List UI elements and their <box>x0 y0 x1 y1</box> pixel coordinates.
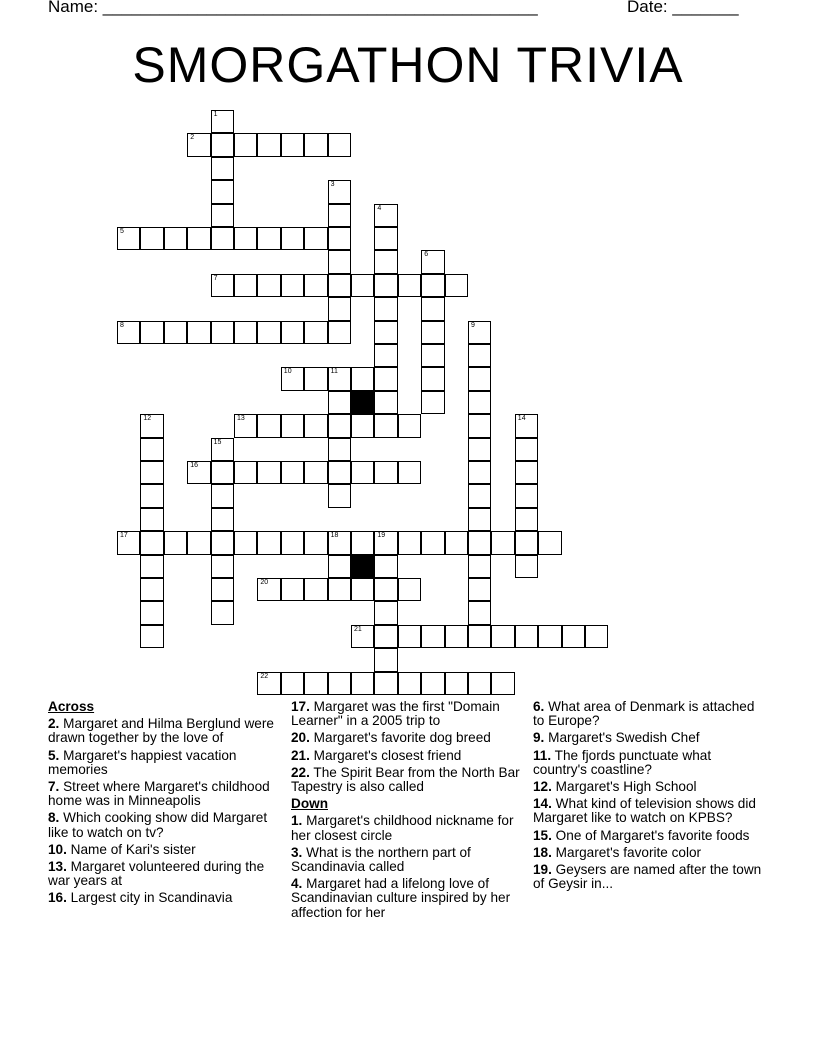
grid-cell[interactable] <box>445 274 468 297</box>
grid-cell[interactable] <box>187 321 210 344</box>
grid-cell[interactable] <box>257 133 280 156</box>
grid-cell[interactable] <box>351 461 374 484</box>
grid-cell[interactable] <box>211 321 234 344</box>
grid-cell[interactable] <box>304 672 327 695</box>
grid-cell[interactable] <box>421 274 444 297</box>
grid-cell[interactable] <box>398 531 421 554</box>
grid-cell[interactable] <box>257 321 280 344</box>
clue-number: 12 <box>143 415 152 423</box>
grid-cell[interactable] <box>491 531 514 554</box>
grid-cell[interactable] <box>374 531 397 554</box>
grid-cell[interactable] <box>140 461 163 484</box>
clue-number-label: 19. <box>533 862 552 878</box>
clue-number-label: 5. <box>48 747 60 763</box>
grid-cell[interactable] <box>211 531 234 554</box>
grid-cell[interactable] <box>140 625 163 648</box>
grid-cell[interactable] <box>351 531 374 554</box>
clue-text: Margaret's Swedish Chef <box>544 730 700 746</box>
grid-cell[interactable] <box>351 274 374 297</box>
grid-cell[interactable] <box>515 508 538 531</box>
grid-cell[interactable] <box>374 601 397 624</box>
clue-text: Largest city in Scandinavia <box>66 890 233 906</box>
grid-cell[interactable] <box>374 625 397 648</box>
grid-cell[interactable] <box>374 344 397 367</box>
grid-cell[interactable] <box>211 204 234 227</box>
grid-cell[interactable] <box>187 133 210 156</box>
grid-cell[interactable] <box>491 672 514 695</box>
grid-cell[interactable] <box>304 414 327 437</box>
clue-number: 15 <box>213 438 222 446</box>
clue-number: 1 <box>213 111 218 118</box>
grid-cell[interactable] <box>421 672 444 695</box>
clue-number-label: 3. <box>291 844 303 860</box>
grid-cell[interactable] <box>468 555 491 578</box>
grid-cell[interactable] <box>281 672 304 695</box>
clue-number-label: 17. <box>291 699 310 714</box>
clue-number: 21 <box>354 625 362 633</box>
clue <box>48 749 278 777</box>
grid-cell[interactable] <box>164 227 187 250</box>
across-clue-list <box>48 717 278 905</box>
clue <box>48 780 278 808</box>
grid-cell[interactable] <box>187 461 210 484</box>
grid-cell[interactable] <box>398 625 421 648</box>
grid-cell[interactable] <box>281 274 304 297</box>
clue-number-label: 16. <box>48 890 67 906</box>
clue <box>533 846 763 860</box>
grid-cell[interactable] <box>468 672 491 695</box>
clue <box>291 749 526 763</box>
grid-cell[interactable] <box>398 578 421 601</box>
grid-cell[interactable] <box>468 344 491 367</box>
grid-cell[interactable] <box>421 297 444 320</box>
clue <box>48 843 278 857</box>
grid-cell[interactable] <box>351 625 374 648</box>
clue-number: 20 <box>260 579 269 586</box>
grid-cell[interactable] <box>374 672 397 695</box>
clue <box>291 846 526 874</box>
grid-cell[interactable] <box>421 391 444 414</box>
grid-cell[interactable] <box>515 531 538 554</box>
clue-text: Margaret's favorite color <box>551 844 702 860</box>
clue-number-label: 21. <box>291 747 310 763</box>
grid-cell[interactable] <box>328 367 351 390</box>
grid-cell[interactable] <box>374 227 397 250</box>
grid-cell[interactable] <box>468 601 491 624</box>
grid-cell[interactable] <box>374 297 397 320</box>
grid-cell[interactable] <box>351 367 374 390</box>
grid-cell[interactable] <box>211 578 234 601</box>
clue-number-label: 4. <box>291 876 303 892</box>
grid-cell[interactable] <box>211 555 234 578</box>
grid-cell[interactable] <box>140 508 163 531</box>
grid-cell[interactable] <box>374 555 397 578</box>
grid-cell[interactable] <box>211 601 234 624</box>
grid-cell[interactable] <box>281 227 304 250</box>
clue <box>48 717 278 745</box>
grid-cell[interactable] <box>374 414 397 437</box>
grid-cell[interactable] <box>374 250 397 273</box>
grid-cell[interactable] <box>234 133 257 156</box>
grid-cell[interactable] <box>515 484 538 507</box>
clue-number-label: 18. <box>533 844 552 860</box>
grid-cell[interactable] <box>164 531 187 554</box>
clue-number-label: 6. <box>533 699 545 714</box>
clue-number: 13 <box>237 415 245 423</box>
grid-cell[interactable] <box>421 367 444 390</box>
grid-cell[interactable] <box>211 484 234 507</box>
clue-number: 4 <box>377 204 382 212</box>
clue <box>533 829 763 843</box>
grid-cell[interactable] <box>281 461 304 484</box>
grid-cell[interactable] <box>328 204 351 227</box>
grid-cell[interactable] <box>538 625 561 648</box>
clue-text: Name of Kari's sister <box>66 841 196 857</box>
clue <box>291 700 526 728</box>
grid-cell[interactable] <box>140 601 163 624</box>
grid-cell[interactable] <box>421 321 444 344</box>
grid-cell[interactable] <box>328 391 351 414</box>
grid-cell[interactable] <box>281 531 304 554</box>
grid-cell[interactable] <box>374 391 397 414</box>
grid-cell[interactable] <box>304 461 327 484</box>
clue-text: Margaret and Hilma Berglund were drawn together by the love of <box>48 716 274 746</box>
grid-cell[interactable] <box>257 227 280 250</box>
clue-text: Margaret was the first "Domain Learner" in a 2005 trip to <box>291 699 500 729</box>
grid-cell[interactable] <box>328 133 351 156</box>
across-clue-list-continued <box>291 700 526 794</box>
grid-cell[interactable] <box>398 274 421 297</box>
black-cell <box>351 391 374 414</box>
grid-cell[interactable] <box>117 321 140 344</box>
clue-number-label: 15. <box>533 827 552 843</box>
grid-cell[interactable] <box>421 344 444 367</box>
grid-cell[interactable] <box>491 625 514 648</box>
grid-cell[interactable] <box>164 321 187 344</box>
grid-cell[interactable] <box>421 531 444 554</box>
clue-text: Margaret's favorite dog breed <box>309 730 491 746</box>
grid-cell[interactable] <box>468 321 491 344</box>
grid-cell[interactable] <box>328 461 351 484</box>
grid-cell[interactable] <box>234 227 257 250</box>
grid-cell[interactable] <box>328 578 351 601</box>
clue-text: What is the northern part of Scandinavia called <box>291 844 471 875</box>
clue <box>291 814 526 842</box>
grid-cell[interactable] <box>468 484 491 507</box>
grid-cell[interactable] <box>328 555 351 578</box>
clue-number-label: 13. <box>48 859 67 875</box>
grid-cell[interactable] <box>187 531 210 554</box>
grid-cell[interactable] <box>398 461 421 484</box>
clue <box>533 780 763 794</box>
grid-cell[interactable] <box>281 321 304 344</box>
clue-column-1 <box>48 700 278 909</box>
grid-cell[interactable] <box>304 578 327 601</box>
grid-cell[interactable] <box>398 672 421 695</box>
black-cell <box>351 555 374 578</box>
grid-cell[interactable] <box>374 367 397 390</box>
down-clue-list-continued <box>533 700 763 891</box>
grid-cell[interactable] <box>117 227 140 250</box>
grid-cell[interactable] <box>328 438 351 461</box>
clue-number-label: 20. <box>291 730 310 746</box>
clue-text: Margaret's High School <box>551 779 697 795</box>
grid-cell[interactable] <box>515 438 538 461</box>
grid-cell[interactable] <box>515 461 538 484</box>
grid-cell[interactable] <box>468 367 491 390</box>
clue-number-label: 14. <box>533 796 552 812</box>
clue-column-2 <box>291 700 526 923</box>
clue-number-label: 12. <box>533 779 552 795</box>
clue-number-label: 7. <box>48 779 60 795</box>
clue-text: Margaret volunteered during the war years at <box>48 859 265 889</box>
clue-text: The fjords punctuate what country's coastline? <box>533 747 712 777</box>
grid-cell[interactable] <box>468 414 491 437</box>
grid-cell[interactable] <box>374 204 397 227</box>
grid-cell[interactable] <box>281 578 304 601</box>
grid-cell[interactable] <box>328 297 351 320</box>
grid-cell[interactable] <box>140 578 163 601</box>
clue <box>291 766 526 794</box>
grid-cell[interactable] <box>234 321 257 344</box>
grid-cell[interactable] <box>281 414 304 437</box>
grid-cell[interactable] <box>374 578 397 601</box>
clue-number: 18 <box>330 532 339 540</box>
grid-cell[interactable] <box>304 133 327 156</box>
grid-cell[interactable] <box>468 438 491 461</box>
grid-cell[interactable] <box>304 367 327 390</box>
grid-cell[interactable] <box>211 461 234 484</box>
clue-text: The Spirit Bear from the North Bar Tapestry is also called <box>291 764 520 795</box>
date-field[interactable]: Date: _______ <box>627 0 739 16</box>
grid-cell[interactable] <box>234 414 257 437</box>
page-title: SMORGATHON TRIVIA <box>132 37 684 93</box>
clue-text: One of Margaret's favorite foods <box>551 827 750 843</box>
clue-number-label: 10. <box>48 841 67 857</box>
grid-cell[interactable] <box>468 625 491 648</box>
grid-cell[interactable] <box>140 531 163 554</box>
clue <box>48 891 278 905</box>
clue-number: 3 <box>330 181 335 189</box>
clue-number: 16 <box>190 462 198 469</box>
grid-cell[interactable] <box>374 274 397 297</box>
grid-cell[interactable] <box>328 321 351 344</box>
grid-cell[interactable] <box>281 367 304 390</box>
grid-cell[interactable] <box>140 414 163 437</box>
grid-cell[interactable] <box>257 672 280 695</box>
clue <box>291 877 526 920</box>
down-heading: Down <box>291 796 328 812</box>
clue-number-label: 9. <box>533 730 545 746</box>
grid-cell[interactable] <box>351 578 374 601</box>
grid-cell[interactable] <box>374 321 397 344</box>
grid-cell[interactable] <box>468 531 491 554</box>
grid-cell[interactable] <box>515 414 538 437</box>
grid-cell[interactable] <box>468 578 491 601</box>
clue-text: Which cooking show did Margaret like to watch on tv? <box>48 810 268 840</box>
grid-cell[interactable] <box>445 625 468 648</box>
grid-cell[interactable] <box>515 625 538 648</box>
grid-cell[interactable] <box>234 461 257 484</box>
grid-cell[interactable] <box>328 180 351 203</box>
grid-cell[interactable] <box>211 133 234 156</box>
clue-number-label: 1. <box>291 813 303 829</box>
clue-number: 10 <box>283 368 292 376</box>
down-clue-list <box>291 814 526 919</box>
grid-cell[interactable] <box>257 531 280 554</box>
clue <box>291 731 526 745</box>
grid-cell[interactable] <box>211 274 234 297</box>
grid-cell[interactable] <box>281 133 304 156</box>
grid-cell[interactable] <box>211 438 234 461</box>
clue-text: Street where Margaret's childhood home was in Minneapolis <box>48 779 270 809</box>
across-heading: Across <box>48 699 95 714</box>
clue-number-label: 2. <box>48 716 60 732</box>
clue-text: Margaret's happiest vacation memories <box>48 747 237 777</box>
grid-cell[interactable] <box>538 531 561 554</box>
grid-cell[interactable] <box>304 531 327 554</box>
grid-cell[interactable] <box>374 461 397 484</box>
grid-cell[interactable] <box>421 250 444 273</box>
grid-cell[interactable] <box>304 321 327 344</box>
clue-text: Margaret had a lifelong love of Scandinavian culture inspired by her affection for her <box>291 876 511 920</box>
clue-number: 8 <box>120 321 124 329</box>
clue-number: 19 <box>377 532 386 540</box>
grid-cell[interactable] <box>374 648 397 671</box>
grid-cell[interactable] <box>234 531 257 554</box>
clue <box>533 797 763 825</box>
grid-cell[interactable] <box>257 578 280 601</box>
grid-cell[interactable] <box>398 414 421 437</box>
grid-cell[interactable] <box>234 274 257 297</box>
clue <box>48 860 278 888</box>
grid-cell[interactable] <box>117 531 140 554</box>
grid-cell[interactable] <box>257 414 280 437</box>
grid-cell[interactable] <box>468 391 491 414</box>
grid-cell[interactable] <box>211 227 234 250</box>
grid-cell[interactable] <box>211 180 234 203</box>
name-field[interactable]: Name: ______________________________________________ <box>48 0 538 16</box>
grid-cell[interactable] <box>585 625 608 648</box>
grid-cell[interactable] <box>328 531 351 554</box>
grid-cell[interactable] <box>140 484 163 507</box>
clue <box>533 863 763 891</box>
grid-cell[interactable] <box>421 625 444 648</box>
grid-cell[interactable] <box>445 672 468 695</box>
grid-cell[interactable] <box>328 484 351 507</box>
grid-cell[interactable] <box>562 625 585 648</box>
grid-cell[interactable] <box>304 227 327 250</box>
grid-cell[interactable] <box>257 461 280 484</box>
grid-cell[interactable] <box>140 555 163 578</box>
grid-cell[interactable] <box>304 274 327 297</box>
clue-number-label: 11. <box>533 747 552 763</box>
grid-cell[interactable] <box>445 531 468 554</box>
grid-cell[interactable] <box>140 438 163 461</box>
clue-text: Geysers are named after the town of Geysir in... <box>533 862 762 892</box>
clue-number: 17 <box>120 532 128 540</box>
grid-cell[interactable] <box>257 274 280 297</box>
grid-cell[interactable] <box>328 250 351 273</box>
grid-cell[interactable] <box>211 508 234 531</box>
clue-column-3 <box>533 700 763 894</box>
clue-number: 11 <box>330 368 338 376</box>
grid-cell[interactable] <box>515 555 538 578</box>
clue <box>533 700 763 728</box>
clue-number-label: 22. <box>291 764 310 780</box>
clue <box>533 731 763 745</box>
clue-text: Margaret's childhood nickname for her closest circle <box>291 813 514 843</box>
grid-cell[interactable] <box>211 157 234 180</box>
clue-number: 5 <box>120 228 124 235</box>
grid-cell[interactable] <box>328 414 351 437</box>
clue-text: Margaret's closest friend <box>309 747 462 763</box>
clue <box>48 811 278 839</box>
grid-cell[interactable] <box>140 227 163 250</box>
clue <box>533 749 763 777</box>
grid-cell[interactable] <box>351 672 374 695</box>
clue-number: 22 <box>260 672 269 680</box>
clue-number-label: 8. <box>48 810 60 826</box>
grid-cell[interactable] <box>187 227 210 250</box>
clue-number: 2 <box>190 134 195 142</box>
grid-cell[interactable] <box>351 414 374 437</box>
grid-cell[interactable] <box>328 227 351 250</box>
grid-cell[interactable] <box>140 321 163 344</box>
grid-cell[interactable] <box>211 110 234 133</box>
grid-cell[interactable] <box>328 274 351 297</box>
clue-number: 7 <box>213 274 218 282</box>
grid-cell[interactable] <box>468 461 491 484</box>
grid-cell[interactable] <box>328 672 351 695</box>
clue-number: 6 <box>424 251 429 259</box>
clue-number: 14 <box>517 415 526 423</box>
grid-cell[interactable] <box>468 508 491 531</box>
clue-text: What area of Denmark is attached to Europe? <box>533 699 755 729</box>
clue-number: 9 <box>471 321 475 329</box>
clue-text: What kind of television shows did Margaret like to watch on KPBS? <box>533 796 756 826</box>
